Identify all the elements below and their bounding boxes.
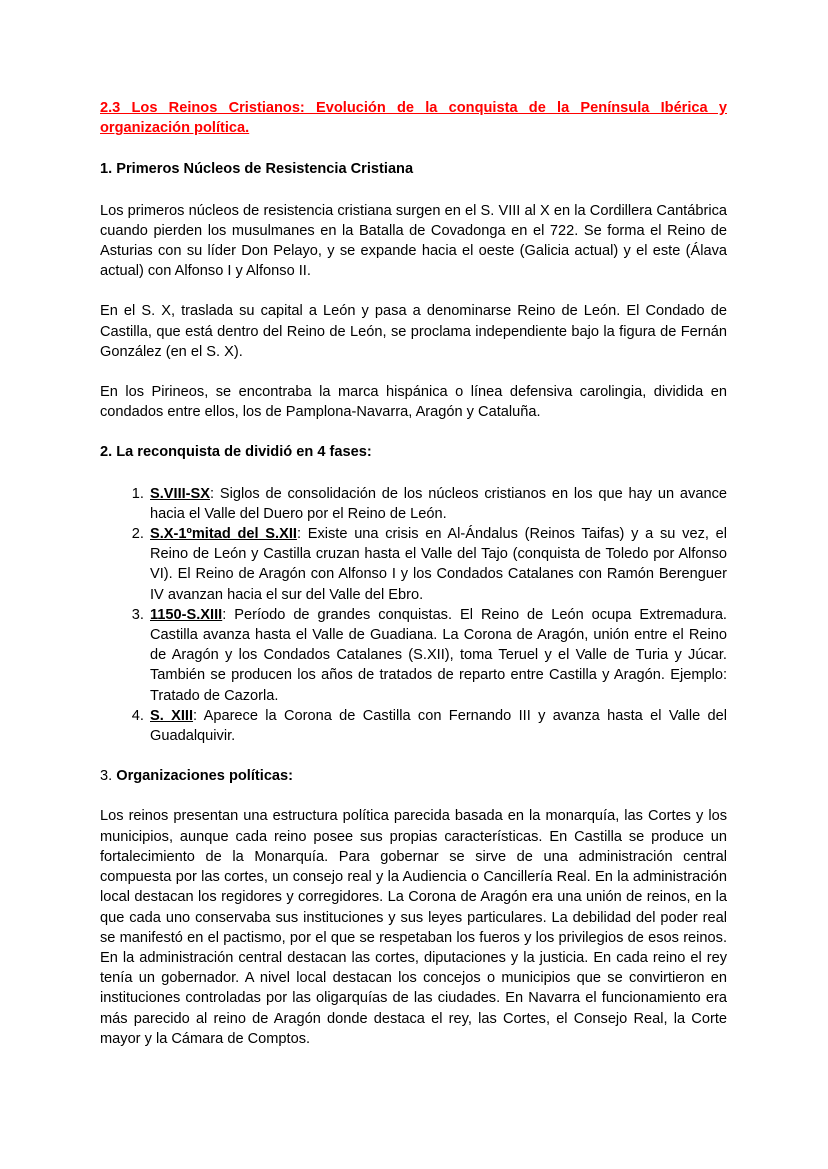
phase-term: 1150-S.XIII bbox=[150, 606, 223, 623]
phase-term: S.X-1ºmitad del S.XII bbox=[150, 526, 297, 543]
section-1-paragraph: En el S. X, traslada su capital a León y pasa a denominarse Reino de León. El Condado de Castilla, que está dentro del Reino de León, se proclama independiente bajo la figura de Fernán González (en el S. X). bbox=[100, 303, 727, 360]
section-1-paragraph: Los primeros núcleos de resistencia cristiana surgen en el S. VIII al X en la Cordillera Cantábrica cuando pierden los musulmanes en la Batalla de Covadonga en el 722. Se forma el Reino de Asturias con su líder Don Pelayo, y se expande hacia el oeste (Galicia actual) y el este (Álava actual) con Alfonso I y Alfonso II. bbox=[100, 202, 727, 280]
phase-term: S. XIII bbox=[150, 707, 194, 724]
section-2-heading: 2. La reconquista de dividió en 4 fases: bbox=[100, 444, 372, 461]
phase-text: : Existe una crisis en Al-Ándalus (Reinos Taifas) y a su vez, el Reino de León y Castilla cruzan hasta el Valle del Tajo (conquista de Toledo por Alfonso VI). El Reino de Aragón con Alfonso I y los Condados Catalanes con Ramón Berenguer IV avanzan hacia el sur del Valle del Ebro. bbox=[150, 526, 728, 603]
phases-list bbox=[100, 484, 727, 747]
section-3-number: 3. bbox=[100, 768, 117, 785]
phase-text: : Aparece la Corona de Castilla con Fernando III y avanza hasta el Valle del Guadalquivir. bbox=[150, 707, 727, 745]
section-1-heading: 1. Primeros Núcleos de Resistencia Cristiana bbox=[100, 161, 414, 178]
phase-item bbox=[148, 524, 727, 605]
section-3-heading bbox=[100, 766, 727, 786]
section-3-paragraph: Los reinos presentan una estructura política parecida basada en la monarquía, las Cortes y los municipios, aunque cada reino posee sus propias características. En Castilla se produce un fortalecimiento de la Monarquía. Para gobernar se sirve de una administración central compuesta por las cortes, un consejo real y la Audiencia o Cancillería Real. En la administración local destacan los regidores y corregidores. La Corona de Aragón era una unión de reinos, en la que cada uno conservaba sus instituciones y sus leyes particulares. La debilidad del poder real se manifestó en el pactismo, por el que se respetaban los fueros y los privilegios de esos reinos. En la administración central destacan las cortes, diputaciones y la justicia. En cada reino el rey tenía un gobernador. A nivel local destacan los concejos o municipios que se convirtieron en instituciones controladas por las oligarquías de las ciudades. En Navarra el funcionamiento era más parecido al reino de Aragón donde destaca el rey, las Cortes, el Consejo Real, la Corte mayor y la Cámara de Comptos. bbox=[100, 808, 727, 1047]
section-1-paragraph: En los Pirineos, se encontraba la marca hispánica o línea defensiva carolingia, dividida en condados entre ellos, los de Pamplona-Navarra, Aragón y Cataluña. bbox=[100, 384, 727, 421]
phase-term: S.VIII-SX bbox=[150, 485, 211, 502]
phase-text: : Siglos de consolidación de los núcleos cristianos en los que hay un avance hacia el Valle del Duero por el Reino de León. bbox=[150, 485, 727, 522]
section-3-title: Organizaciones políticas: bbox=[116, 768, 294, 785]
phase-text: : Período de grandes conquistas. El Reino de León ocupa Extremadura. Castilla avanza hasta el Valle de Guadiana. La Corona de Aragón, unión entre el Reino de Aragón y los Condados Catalanes (S.XII), toma Teruel y el Valle de Turia y Júcar. También se producen los años de tratados de reparto entre Castilla y Aragón. Ejemplo: Tratado de Cazorla. bbox=[150, 606, 727, 704]
document-title: 2.3 Los Reinos Cristianos: Evolución de la conquista de la Península Ibérica y organización política. bbox=[100, 100, 727, 137]
phase-item bbox=[148, 484, 727, 524]
phase-item bbox=[148, 706, 727, 746]
phase-item bbox=[148, 605, 727, 706]
